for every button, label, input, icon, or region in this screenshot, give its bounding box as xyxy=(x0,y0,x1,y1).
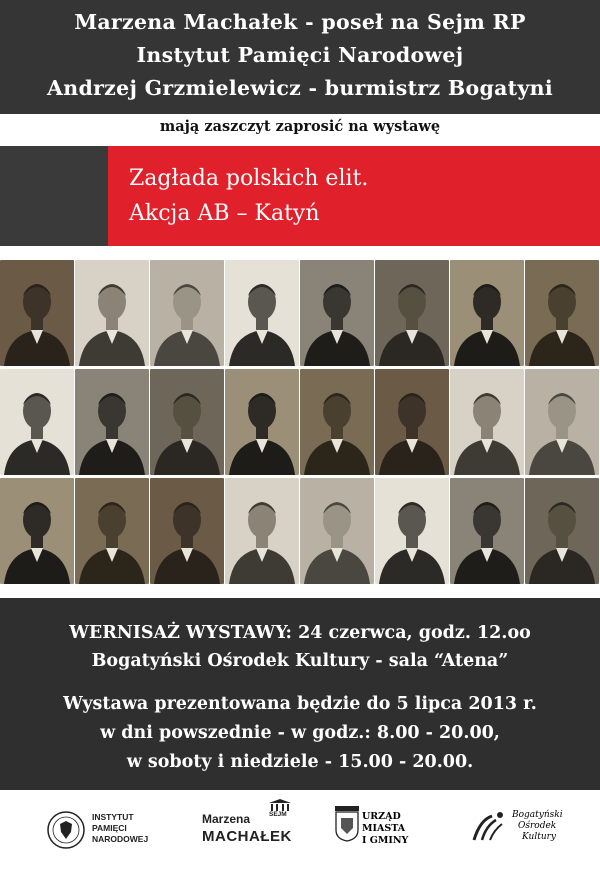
portrait-photo xyxy=(150,478,224,584)
exhibition-details xyxy=(0,598,600,790)
ipn-logo-text xyxy=(92,812,148,845)
weekday-hours-text: w dni powszednie - w godz.: 8.00 - 20.00, xyxy=(100,723,500,743)
portrait-photo xyxy=(75,478,149,584)
mm-first-name: Marzena xyxy=(202,812,251,826)
urzad-line-3: I GMINY xyxy=(362,835,409,846)
bok-line-1: Bogatyński xyxy=(512,810,563,820)
portrait-photo xyxy=(150,369,224,475)
portrait-photo xyxy=(525,260,599,366)
bogatynia-coat-of-arms-icon xyxy=(335,806,359,846)
header-line-2: Instytut Pamięci Narodowej xyxy=(136,43,464,67)
portrait-photo xyxy=(75,369,149,475)
portrait-photo xyxy=(0,260,74,366)
header-line-3: Andrzej Grzmielewicz - burmistrz Bogatyni xyxy=(47,76,553,100)
urzad-line-1: URZĄD xyxy=(362,811,401,822)
mm-last-name: MACHAŁEK xyxy=(202,828,292,845)
portrait-photo xyxy=(525,478,599,584)
bok-line-2: Ośrodek xyxy=(518,821,557,831)
exhibition-title-line-1: Zagłada polskich elit. xyxy=(129,166,369,191)
portrait-photo xyxy=(75,260,149,366)
header-line-1: Marzena Machałek - poseł na Sejm RP xyxy=(74,10,526,34)
portrait-photo xyxy=(150,260,224,366)
urzad-line-2: MIASTA xyxy=(362,823,406,834)
portrait-photo xyxy=(0,369,74,475)
bok-line-3: Kultury xyxy=(522,832,557,842)
ipn-seal-icon xyxy=(46,810,86,854)
sejm-label: SEJM xyxy=(269,811,287,818)
weekend-hours-text: w soboty i niedziele - 15.00 - 20.00. xyxy=(126,752,474,772)
portrait-photo xyxy=(225,478,299,584)
venue-text: Bogatyński Ośrodek Kultury - sala “Atena” xyxy=(91,651,509,671)
portrait-photo xyxy=(0,478,74,584)
urzad-logo-text xyxy=(362,811,408,847)
bok-flame-icon xyxy=(470,810,510,848)
portrait-photo xyxy=(300,260,374,366)
duration-text: Wystawa prezentowana będzie do 5 lipca 2013 r. xyxy=(63,694,537,714)
header-banner xyxy=(0,0,600,114)
portrait-photo xyxy=(300,369,374,475)
portrait-photo xyxy=(525,369,599,475)
portrait-photo xyxy=(450,478,524,584)
exhibition-title-box xyxy=(108,146,600,246)
ipn-line-3: NARODOWEJ xyxy=(92,834,149,844)
ipn-line-2: PAMIĘCI xyxy=(92,823,127,833)
sponsor-logos xyxy=(0,790,600,872)
portrait-photo xyxy=(225,369,299,475)
portrait-photo xyxy=(450,369,524,475)
portrait-photo xyxy=(375,369,449,475)
portrait-photo xyxy=(450,260,524,366)
portrait-photo xyxy=(225,260,299,366)
portrait-photo xyxy=(300,478,374,584)
portrait-photo xyxy=(375,260,449,366)
portrait-grid xyxy=(0,260,600,590)
invitation-text: mają zaszczyt zaprosić na wystawę xyxy=(159,118,441,135)
exhibition-title-line-2: Akcja AB – Katyń xyxy=(129,201,320,226)
ipn-line-1: INSTYTUT xyxy=(92,812,134,822)
vernissage-text: WERNISAŻ WYSTAWY: 24 czerwca, godz. 12.oo xyxy=(69,623,531,643)
bok-logo-text xyxy=(512,810,563,843)
portrait-photo xyxy=(375,478,449,584)
